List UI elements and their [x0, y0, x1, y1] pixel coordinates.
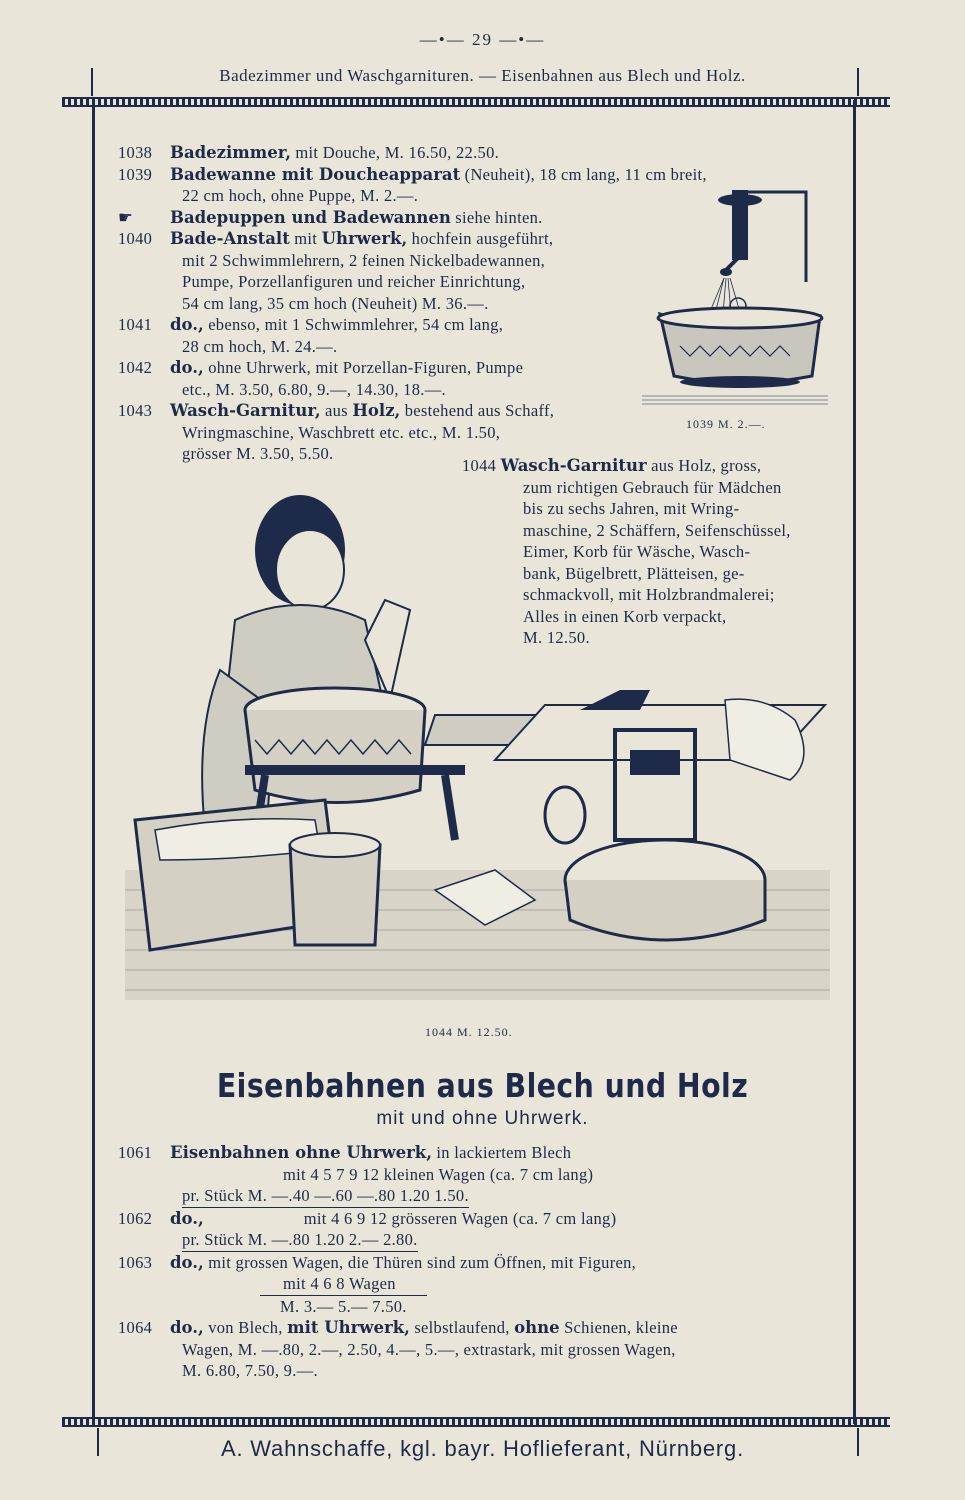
entry-1061 — [118, 1142, 843, 1164]
entry-title: do., — [170, 358, 204, 377]
entry-number: 1064 — [118, 1318, 153, 1337]
entry-text: mit grossen Wagen, die Thüren sind zum Öffnen, mit Figuren, — [208, 1252, 637, 1272]
entry-number: 1061 — [118, 1143, 153, 1162]
entry-text: Alles in einen Korb verpackt, — [523, 606, 727, 626]
entry-1043: 1043 Wasch-Garnitur, aus Holz, bestehend aus Schaff, — [118, 401, 555, 420]
price-row-sizes: mit 4 6 9 12 grösseren Wagen (ca. 7 cm lang) — [303, 1208, 617, 1228]
ornament-left: —•— — [419, 30, 472, 49]
entry-number: 1040 — [118, 229, 153, 248]
figure-caption-1044: 1044 M. 12.50. — [425, 1025, 513, 1039]
entry-text: aus Holz, gross, — [651, 456, 762, 475]
entry-title: Badezimmer, — [170, 143, 291, 162]
entry-text: bank, Bügelbrett, Plätteisen, ge- — [523, 563, 745, 583]
price-row-prices: pr. Stück M. —.80 1.20 2.— 2.80. — [182, 1229, 418, 1252]
entry-text: 54 cm lang, 35 cm hoch (Neuheit) M. 36.—. — [182, 293, 489, 313]
entry-text: etc., M. 3.50, 6.80, 9.—, 14.30, 18.—. — [182, 379, 446, 399]
entry-bold: mit Uhrwerk, — [287, 1318, 410, 1337]
entry-text: grösser M. 3.50, 5.50. — [182, 444, 334, 463]
entry-number: 1038 — [118, 143, 153, 162]
entry-text: mit 2 Schwimmlehrern, 2 feinen Nickelbadewannen, — [182, 250, 546, 270]
price-row-prices: M. 3.— 5.— 7.50. — [260, 1295, 427, 1318]
entry-title: Wasch-Garnitur, — [170, 401, 321, 420]
entry-text: von Blech, — [208, 1318, 283, 1337]
bottom-border-rule — [62, 1417, 890, 1427]
entry-title: Badepuppen und Badewannen — [170, 207, 451, 227]
entry-1039 — [118, 164, 848, 186]
entry-text: ebenso, mit 1 Schwimmlehrer, 54 cm lang, — [208, 315, 504, 334]
page-number: —•— 29 —•— — [419, 30, 546, 49]
entry-bold: ohne — [514, 1318, 560, 1337]
entry-1041 — [118, 314, 618, 336]
section-subheading: mit und ohne Uhrwerk. — [376, 1108, 589, 1129]
entry-text: bis zu sechs Jahren, mit Wring- — [523, 499, 740, 518]
entry-text: Schienen, kleine — [564, 1318, 678, 1337]
entry-text: Eimer, Korb für Wäsche, Wasch- — [523, 542, 751, 561]
entry-number: 1043 — [118, 401, 153, 420]
entry-text: zum richtigen Gebrauch für Mädchen — [523, 477, 782, 497]
entry-title: Bade-Anstalt — [170, 229, 290, 248]
entry-1042 — [118, 357, 618, 379]
entry-text: Wagen, M. —.80, 2.—, 2.50, 4.—, 5.—, extrastark, mit grossen Wagen, — [182, 1339, 676, 1359]
entry-number: 1039 — [118, 164, 153, 184]
entry-hint — [118, 207, 628, 229]
running-head: Badezimmer und Waschgarnituren. — Eisenbahnen aus Blech und Holz. — [219, 66, 746, 85]
price-row-sizes: mit 4 6 8 Wagen — [283, 1274, 396, 1293]
entry-bold: Uhrwerk, — [321, 229, 408, 248]
entry-title: Eisenbahnen ohne Uhrwerk, — [170, 1143, 432, 1162]
entry-number: 1042 — [118, 358, 153, 377]
entry-text: ohne Uhrwerk, mit Porzellan-Figuren, Pumpe — [208, 358, 524, 377]
entry-title: do., — [170, 1318, 204, 1337]
entry-1038 — [118, 142, 848, 164]
entry-title: do., — [170, 1252, 204, 1272]
entry-title: do., — [170, 315, 204, 334]
publisher-footer: A. Wahnschaffe, kgl. bayr. Hoflieferant, Nürnberg. — [220, 1436, 745, 1461]
entry-text: M. 12.50. — [523, 628, 590, 647]
pointing-hand-icon: ☛ — [118, 207, 134, 227]
entry-text: Wringmaschine, Waschbrett etc. etc., M. 1.50, — [182, 422, 501, 442]
entry-title: Wasch-Garnitur — [500, 456, 647, 475]
frame-corner-tick — [857, 68, 859, 96]
frame-corner-tick — [91, 68, 93, 96]
entry-text: siehe hinten. — [455, 207, 543, 227]
entry-text: maschine, 2 Schäffern, Seifenschüssel, — [523, 520, 791, 540]
entry-number: 1063 — [118, 1252, 153, 1272]
entry-bold: Holz, — [352, 401, 401, 420]
figure-caption-1039: 1039 M. 2.—. — [686, 417, 766, 431]
entry-1040: 1040 Bade-Anstalt mit Uhrwerk, hochfein ausgeführt, — [118, 229, 554, 248]
price-row-sizes: mit 4 5 7 9 12 kleinen Wagen (ca. 7 cm lang) — [283, 1164, 594, 1184]
entry-text: 28 cm hoch, M. 24.—. — [182, 336, 338, 356]
section-heading: Eisenbahnen aus Blech und Holz — [216, 1066, 749, 1105]
entry-number: 1044 — [462, 456, 497, 475]
entry-1062 — [118, 1208, 843, 1230]
entry-text: 22 cm hoch, ohne Puppe, M. 2.—. — [182, 186, 419, 205]
entry-1064 — [118, 1317, 843, 1339]
entry-text: in lackiertem Blech — [436, 1143, 572, 1162]
entry-number: 1041 — [118, 315, 153, 334]
wash-set-illustration — [125, 470, 835, 1010]
entry-1063 — [118, 1252, 843, 1274]
entry-text: (Neuheit), 18 cm lang, 11 cm breit, — [464, 164, 707, 184]
entry-text: selbstlaufend, — [414, 1318, 510, 1337]
entry-text: mit Douche, M. 16.50, 22.50. — [295, 143, 500, 162]
ornament-right: —•— — [493, 30, 546, 49]
bathtub-illustration — [640, 186, 830, 416]
price-row-prices: pr. Stück M. —.40 —.60 —.80 1.20 1.50. — [182, 1185, 469, 1208]
entry-text: M. 6.80, 7.50, 9.—. — [182, 1361, 318, 1380]
entry-title: do., — [170, 1208, 204, 1228]
entries-railway — [118, 1142, 843, 1382]
entry-text: schmackvoll, mit Holzbrandmalerei; — [523, 585, 775, 604]
entry-title: Badewanne mit Doucheapparat — [170, 164, 461, 184]
entry-number: 1062 — [118, 1208, 153, 1228]
entry-text: Pumpe, Porzellanfiguren und reicher Einrichtung, — [182, 272, 526, 291]
